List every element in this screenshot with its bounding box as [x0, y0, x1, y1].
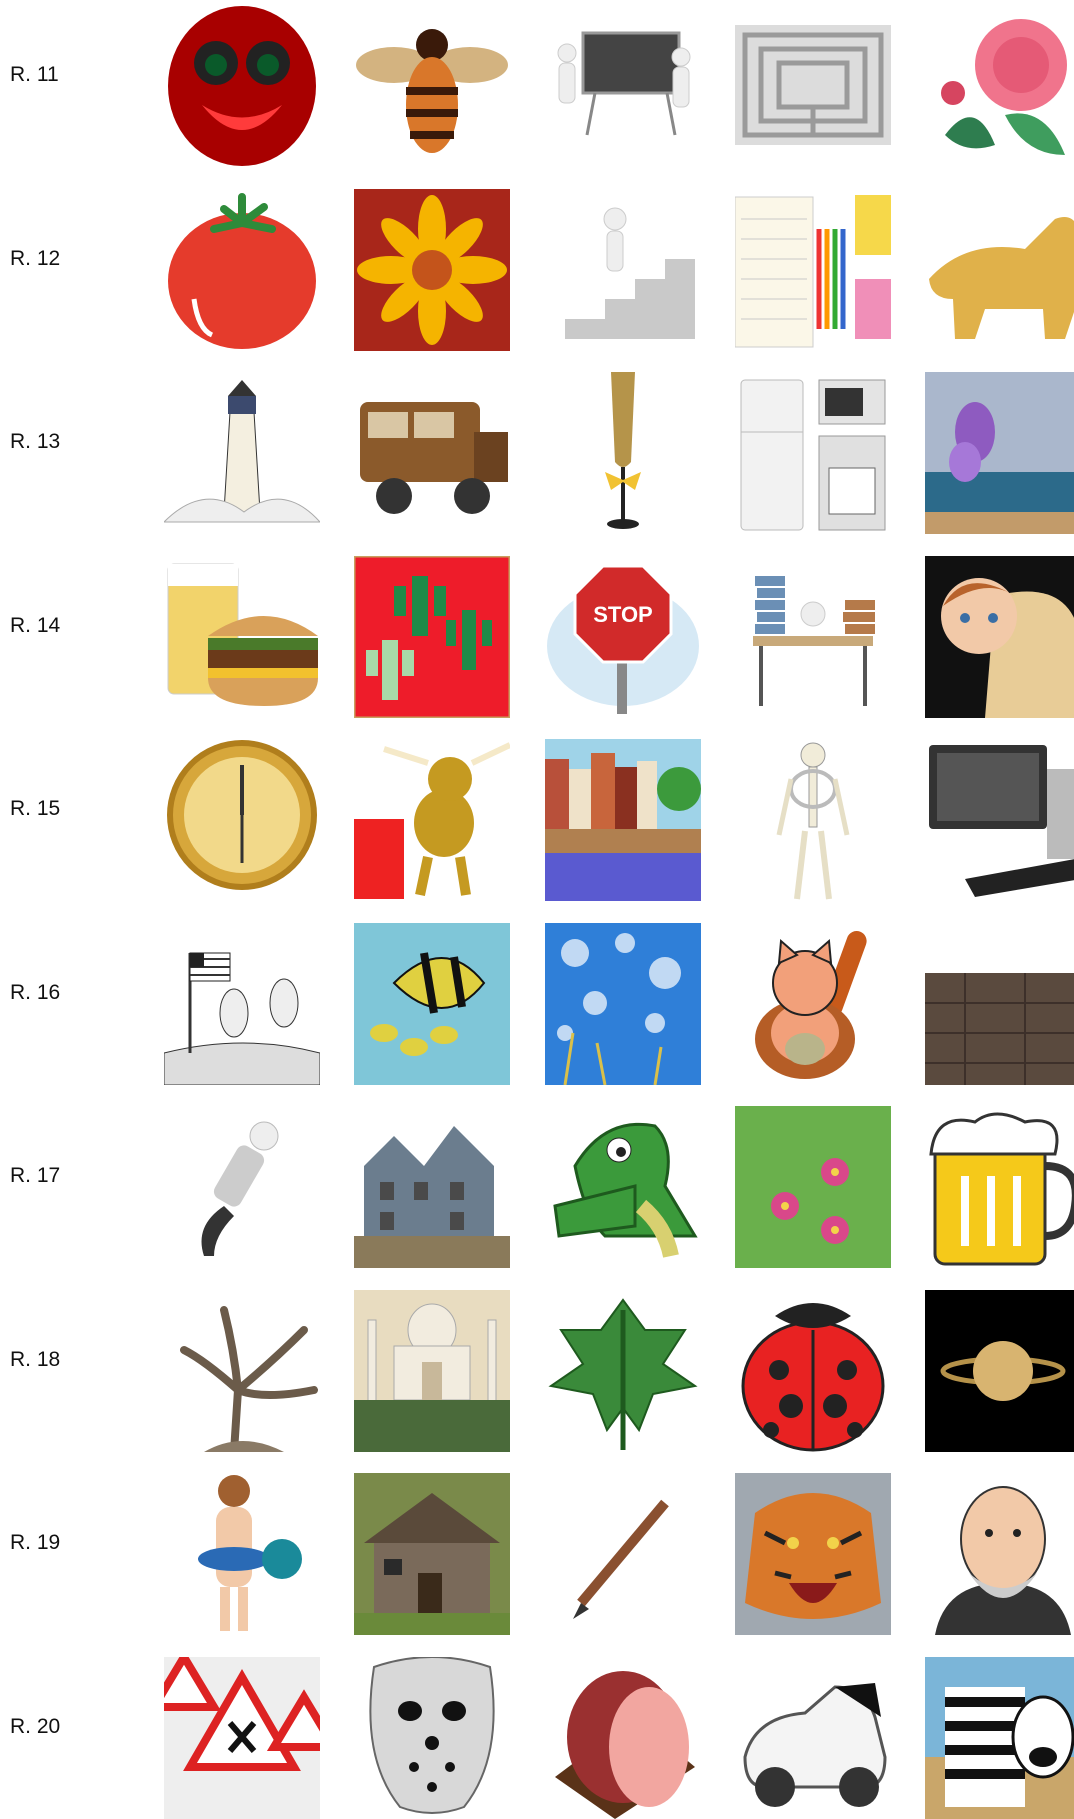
- picture-row: [0, 189, 1074, 351]
- picture-row: [0, 1290, 1074, 1452]
- picture-row: [0, 372, 1074, 534]
- stairs-image: [545, 189, 701, 351]
- signs-image: [164, 1657, 320, 1819]
- tomato-image: [164, 189, 320, 351]
- man-image: [925, 1473, 1074, 1635]
- notepad-picture: [735, 189, 891, 351]
- cabin-picture: [354, 1473, 510, 1635]
- jetpack-picture: [164, 1106, 320, 1268]
- stairs-picture: [545, 189, 701, 351]
- zebra-image: [925, 1657, 1074, 1819]
- bull-image: [354, 739, 510, 901]
- computer-image: [925, 739, 1074, 901]
- truck-picture: [354, 372, 510, 534]
- mask-picture: [354, 1657, 510, 1819]
- woman-ball-picture: [164, 1473, 320, 1635]
- clock-picture: [164, 739, 320, 901]
- tiger-image: [735, 1473, 891, 1635]
- leaf-image: [545, 1290, 701, 1452]
- computer-picture: [925, 739, 1074, 901]
- canal-picture: [545, 739, 701, 901]
- lioness-picture: [925, 189, 1074, 351]
- stop-sign-picture: [545, 556, 701, 718]
- champagne-picture: [545, 372, 701, 534]
- woman-ball-image: [164, 1473, 320, 1635]
- maze-image: [735, 5, 891, 167]
- mansion-image: [354, 1106, 510, 1268]
- ladybug-picture: [735, 1290, 891, 1452]
- stop-sign-image: [545, 556, 701, 718]
- saturn-image: [925, 1290, 1074, 1452]
- row-label: R. 13: [10, 430, 61, 453]
- baby-picture: [925, 556, 1074, 718]
- leaf-picture: [545, 1290, 701, 1452]
- picture-row: [0, 739, 1074, 901]
- fish-image: [354, 923, 510, 1085]
- row-label: R. 16: [10, 980, 61, 1004]
- car-image: [735, 1657, 891, 1819]
- baby-image: [925, 556, 1074, 718]
- tree-image: [164, 1290, 320, 1452]
- mansion-picture: [354, 1106, 510, 1268]
- row-label: R. 11: [10, 63, 59, 86]
- saturn-picture: [925, 1290, 1074, 1452]
- tomato-picture: [164, 189, 320, 351]
- picture-row: [0, 1473, 1074, 1635]
- cactus-picture: [354, 556, 510, 718]
- chalkboard-picture: [545, 5, 701, 167]
- pencil-image: [545, 1473, 701, 1635]
- fish-picture: [354, 923, 510, 1085]
- notepad-image: [735, 189, 891, 351]
- jetpack-image: [164, 1106, 320, 1268]
- clock-image: [164, 739, 320, 901]
- red-face-picture: [164, 5, 320, 167]
- beer-mug-image: [925, 1106, 1074, 1268]
- row-label: R. 17: [10, 1164, 61, 1187]
- ladybug-image: [735, 1290, 891, 1452]
- row-label: R. 15: [10, 797, 61, 820]
- mask-image: [354, 1657, 510, 1819]
- lighthouse-picture: [164, 372, 320, 534]
- taj-mahal-picture: [354, 1290, 510, 1452]
- beer-mug-picture: [925, 1106, 1074, 1268]
- car-picture: [735, 1657, 891, 1819]
- iris-picture: [925, 372, 1074, 534]
- ham-picture: [545, 1657, 701, 1819]
- skeleton-image: [735, 739, 891, 901]
- stop-sign-lettering: STOP: [593, 601, 653, 627]
- row-label: R. 14: [10, 613, 61, 637]
- picture-row: [0, 1106, 1074, 1268]
- cat-image: [735, 923, 891, 1085]
- flowers-image: [735, 1106, 891, 1268]
- cactus-image: [354, 556, 510, 718]
- rose-image: [925, 5, 1074, 167]
- signs-picture: [164, 1657, 320, 1819]
- chalkboard-image: [545, 5, 701, 167]
- burger-beer-picture: [164, 556, 320, 718]
- crocodile-image: [545, 1106, 701, 1268]
- taj-mahal-image: [354, 1290, 510, 1452]
- kitchen-picture: [735, 372, 891, 534]
- bull-picture: [354, 739, 510, 901]
- red-face-image: [164, 5, 320, 167]
- man-picture: [925, 1473, 1074, 1635]
- kitchen-image: [735, 372, 891, 534]
- pencil-picture: [545, 1473, 701, 1635]
- tiger-picture: [735, 1473, 891, 1635]
- champagne-image: [545, 372, 701, 534]
- wall-image: [925, 923, 1074, 1085]
- picture-row: [0, 1657, 1074, 1819]
- tree-picture: [164, 1290, 320, 1452]
- zebra-picture: [925, 1657, 1074, 1819]
- bee-picture: [354, 5, 510, 167]
- bubbles-picture: [545, 923, 701, 1085]
- row-label: R. 19: [10, 1531, 61, 1554]
- cabin-image: [354, 1473, 510, 1635]
- books-desk-image: [735, 556, 891, 718]
- bee-image: [354, 5, 510, 167]
- canal-image: [545, 739, 701, 901]
- row-label: R. 18: [10, 1347, 61, 1371]
- picture-row: [0, 5, 1074, 167]
- crocodile-picture: [545, 1106, 701, 1268]
- flowers-picture: [735, 1106, 891, 1268]
- books-desk-picture: [735, 556, 891, 718]
- burger-beer-image: [164, 556, 320, 718]
- iris-image: [925, 372, 1074, 534]
- maze-picture: [735, 5, 891, 167]
- skeleton-picture: [735, 739, 891, 901]
- truck-image: [354, 372, 510, 534]
- gazania-picture: [354, 189, 510, 351]
- rose-picture: [925, 5, 1074, 167]
- ham-image: [545, 1657, 701, 1819]
- wall-picture: [925, 923, 1074, 1085]
- lighthouse-image: [164, 372, 320, 534]
- picture-row: [0, 556, 1074, 718]
- bubbles-image: [545, 923, 701, 1085]
- lioness-image: [925, 189, 1074, 351]
- gazania-image: [354, 189, 510, 351]
- picture-row: [0, 923, 1074, 1085]
- moon-landing-image: [164, 923, 320, 1085]
- cat-picture: [735, 923, 891, 1085]
- row-label: R. 20: [10, 1714, 61, 1738]
- moon-landing-picture: [164, 923, 320, 1085]
- row-label: R. 12: [10, 246, 61, 270]
